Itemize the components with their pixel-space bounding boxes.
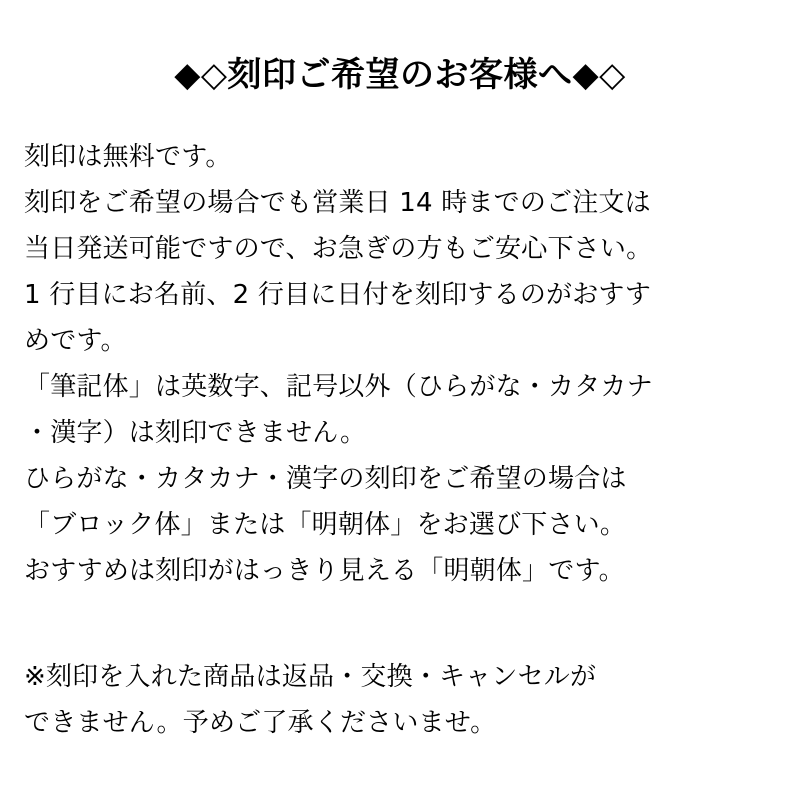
body-line: 「ブロック体」または「明朝体」をお選び下さい。 <box>24 510 627 540</box>
body-line: 1 行目にお名前、2 行目に日付を刻印するのがおすす <box>24 280 652 310</box>
body-line: 「筆記体」は英数字、記号以外（ひらがな・カタカナ <box>24 372 653 402</box>
body-line: ・漢字）は刻印できません。 <box>24 418 367 448</box>
main-text-block <box>24 134 780 594</box>
body-line: おすすめは刻印がはっきり見える「明朝体」です。 <box>24 556 625 586</box>
body-line: 刻印をご希望の場合でも営業日 14 時までのご注文は <box>24 188 651 218</box>
note-line: できません。予めご了承くださいませ。 <box>24 708 497 738</box>
page-title: ◆◇刻印ご希望のお客様へ◆◇ <box>174 54 626 95</box>
body-line: 刻印は無料です。 <box>24 142 232 172</box>
note-line: ※刻印を入れた商品は返品・交換・キャンセルが <box>24 662 597 692</box>
body-line: 当日発送可能ですので、お急ぎの方もご安心下さい。 <box>24 234 653 264</box>
body-line: ひらがな・カタカナ・漢字の刻印をご希望の場合は <box>24 464 627 494</box>
body-line: めです。 <box>24 326 127 356</box>
note-text-block <box>24 654 780 746</box>
